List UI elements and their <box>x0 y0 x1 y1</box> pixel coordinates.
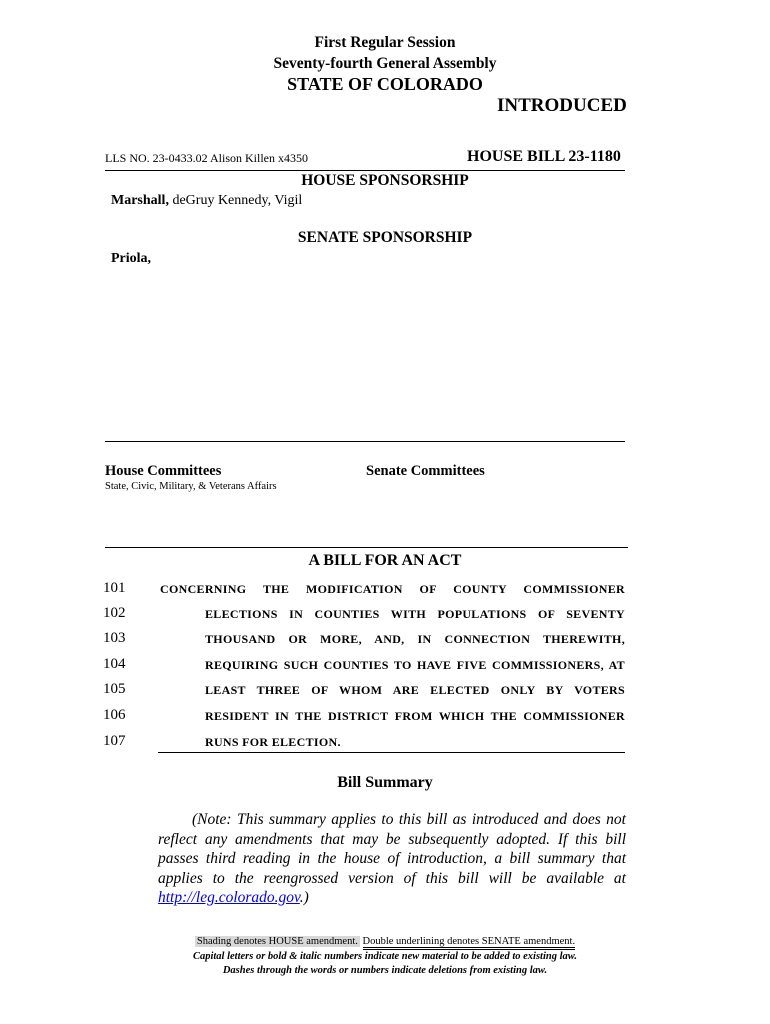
lls-number: LLS NO. 23-0433.02 Alison Killen x4350 <box>105 151 308 165</box>
title-line: CONCERNING THE MODIFICATION OF COUNTY COMMISSIONER <box>160 582 625 596</box>
house-sponsors <box>111 193 302 209</box>
session-title: First Regular Session <box>314 34 456 51</box>
act-top-divider <box>105 547 628 548</box>
bill-status: INTRODUCED <box>497 95 627 116</box>
new-material-legend: Capital letters or bold & italic numbers indicate new material to be added to existing law. <box>192 951 578 962</box>
summary-title: Bill Summary <box>337 774 433 791</box>
title-line: RUNS FOR ELECTION. <box>205 735 341 749</box>
assembly-title: Seventy-fourth General Assembly <box>273 55 497 72</box>
line-number: 104 <box>103 656 126 672</box>
deletions-legend: Dashes through the words or numbers indicate deletions from existing law. <box>222 965 548 976</box>
line-number: 102 <box>103 605 126 621</box>
act-title: A BILL FOR AN ACT <box>308 552 462 569</box>
summary-note-end: .) <box>299 889 309 906</box>
senate-sponsorship-title: SENATE SPONSORSHIP <box>297 229 473 246</box>
line-number: 105 <box>103 681 126 697</box>
committees-top-divider <box>105 441 625 442</box>
line-number: 101 <box>103 580 126 596</box>
house-committees-title: House Committees <box>105 463 222 479</box>
title-line: LEAST THREE OF WHOM ARE ELECTED ONLY BY VOTERS <box>205 683 625 697</box>
title-line: RESIDENT IN THE DISTRICT FROM WHICH THE COMMISSIONER <box>205 709 625 723</box>
title-line: THOUSAND OR MORE, AND, IN CONNECTION THEREWITH, <box>205 632 625 646</box>
line-number: 107 <box>103 733 126 749</box>
house-lead-sponsor: Marshall, <box>111 193 169 208</box>
title-line: ELECTIONS IN COUNTIES WITH POPULATIONS OF SEVENTY <box>205 607 625 621</box>
bill-number: HOUSE BILL 23-1180 <box>467 148 621 165</box>
house-amendment-legend: Shading denotes HOUSE amendment. <box>196 936 358 947</box>
senate-lead-sponsor: Priola, <box>111 251 152 266</box>
line-number: 106 <box>103 707 126 723</box>
senate-amendment-legend: Double underlining denotes SENATE amendment. <box>363 936 576 950</box>
house-sponsorship-title: HOUSE SPONSORSHIP <box>301 172 469 189</box>
house-committees-list: State, Civic, Military, & Veterans Affairs <box>105 481 277 492</box>
act-bottom-divider <box>158 752 625 753</box>
house-cosponsors: deGruy Kennedy, Vigil <box>172 193 303 208</box>
state-title: STATE OF COLORADO <box>287 74 483 94</box>
senate-committees-title: Senate Committees <box>366 463 485 479</box>
summary-note <box>158 810 626 908</box>
summary-note-text: (Note: This summary applies to this bill as introduced and does not reflect any amendments that may be subsequently adopted. If this bill passes third reading in the house of introduction, a bill summary that applies to the reengrossed version of this bill will be available at <box>158 811 626 887</box>
leg-colorado-link[interactable]: http://leg.colorado.gov <box>158 889 300 906</box>
header-divider <box>105 170 625 171</box>
title-line: REQUIRING SUCH COUNTIES TO HAVE FIVE COMMISSIONERS, AT <box>205 658 625 672</box>
line-number: 103 <box>103 630 126 646</box>
amendment-legend <box>0 936 770 947</box>
